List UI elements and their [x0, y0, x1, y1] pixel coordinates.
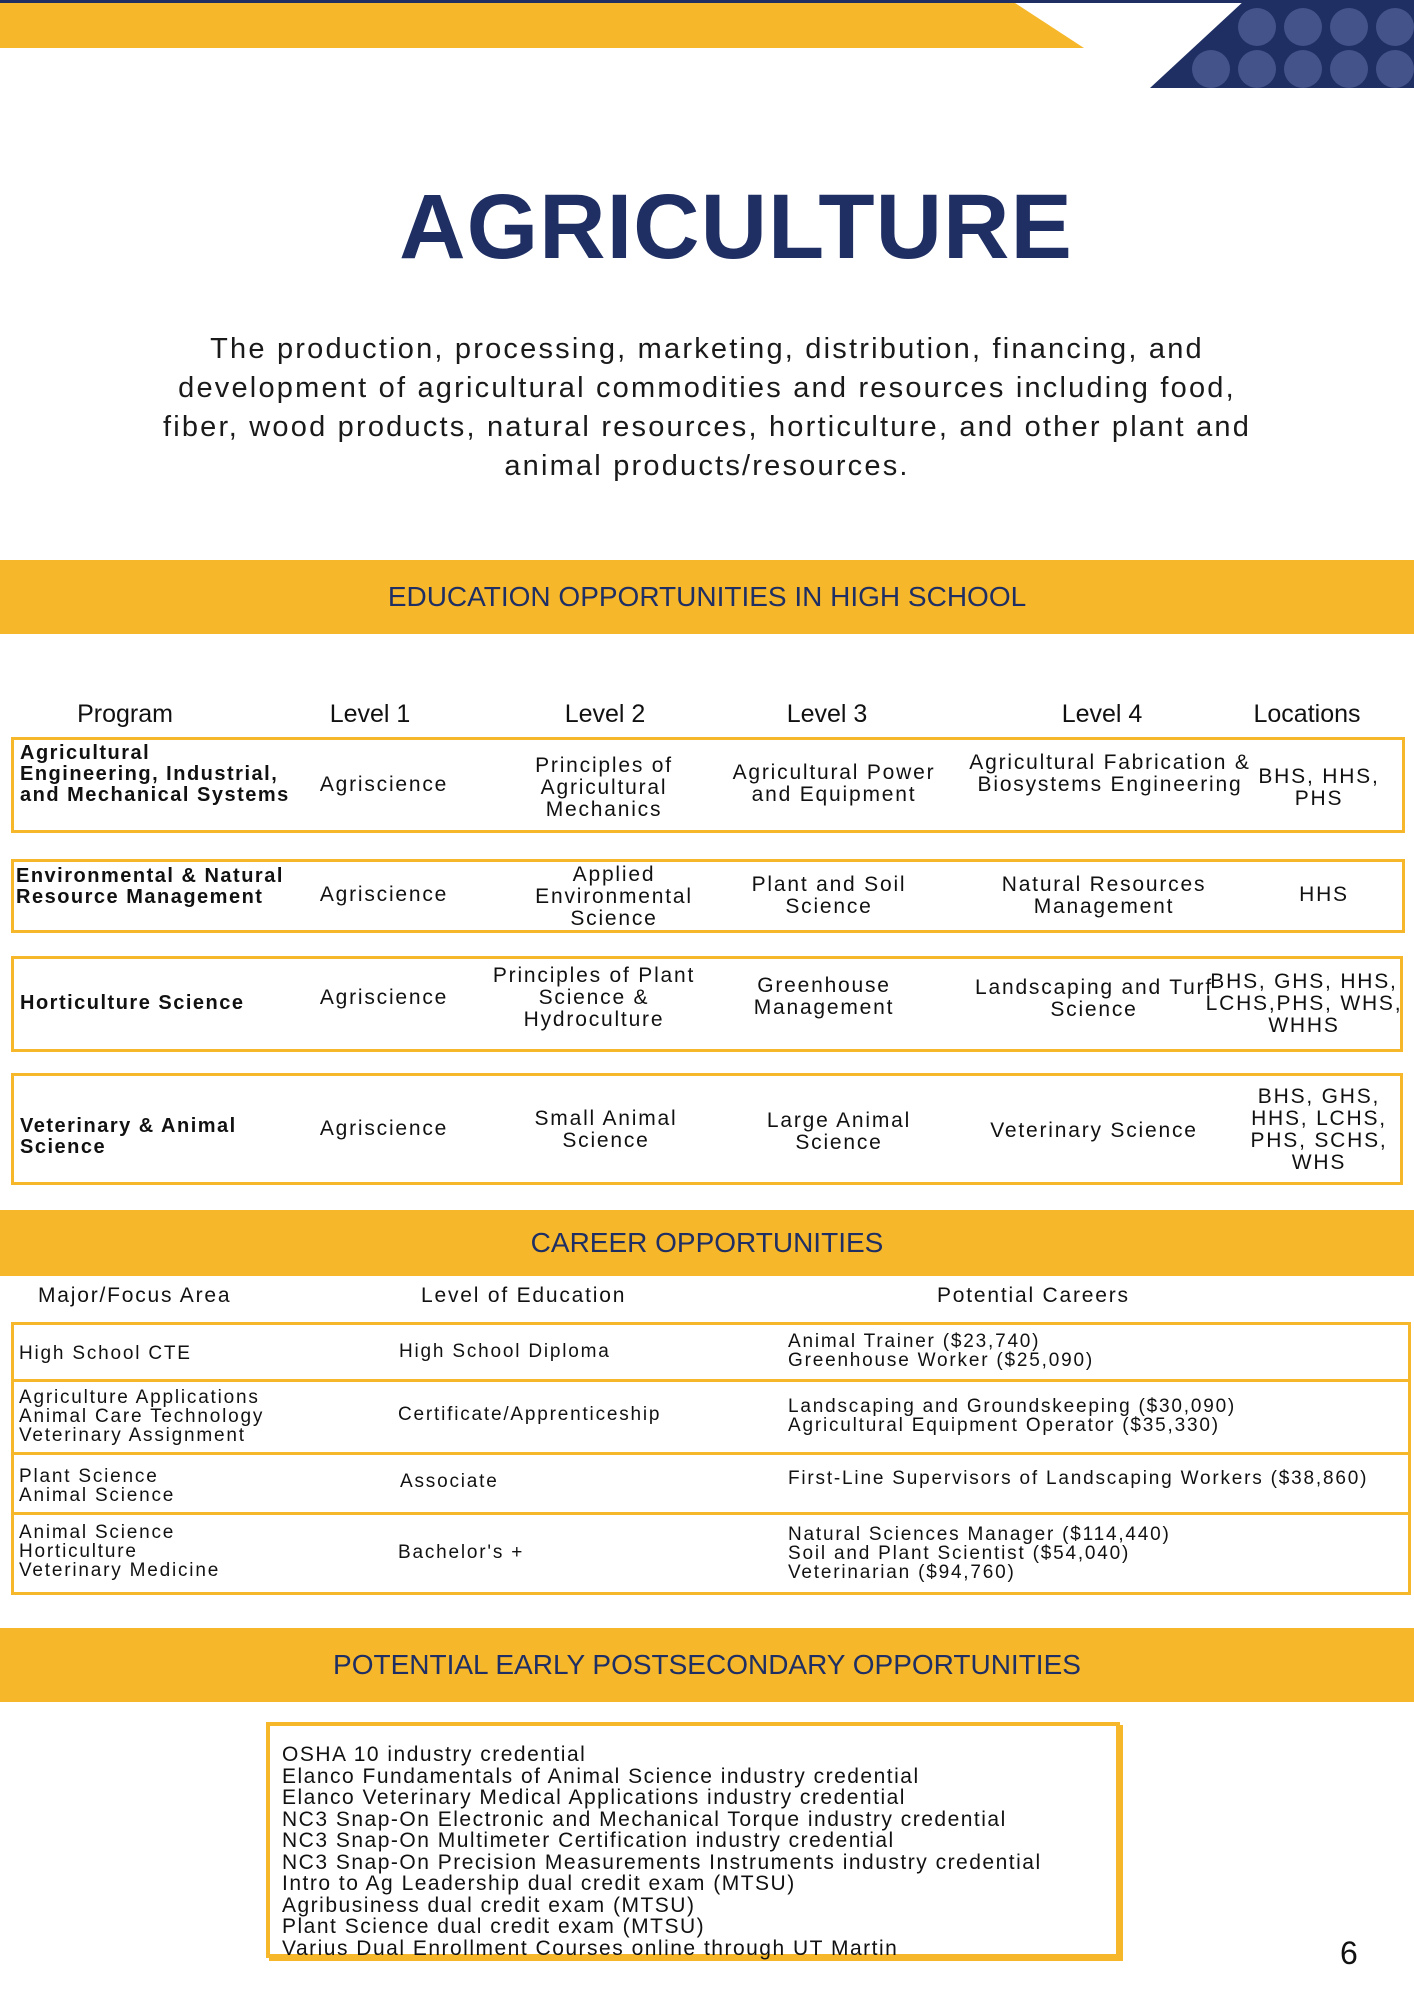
career-education: Certificate/Apprenticeship — [398, 1404, 662, 1425]
dotted-corner-decoration — [1150, 0, 1414, 88]
list-item: NC3 Snap-On Precision Measurements Instruments industry credential — [282, 1850, 1042, 1874]
level4-course: Landscaping and Turf Science — [975, 976, 1213, 1021]
career-education: High School Diploma — [399, 1341, 611, 1362]
career-list: Natural Sciences Manager ($114,440) Soil and Plant Scientist ($54,040) Veterinarian ($94,760) — [788, 1524, 1171, 1583]
level4-course: Agricultural Fabrication & Biosystems Engineering — [969, 751, 1251, 796]
level4-course: Natural Resources Management — [1001, 873, 1207, 918]
program-row — [11, 1073, 1403, 1185]
top-rule — [0, 0, 1414, 3]
list-item: Varius Dual Enrollment Courses online through UT Martin — [282, 1936, 899, 1960]
program-name: Agricultural Engineering, Industrial, and Mechanical Systems — [20, 742, 290, 806]
career-list: Landscaping and Groundskeeping ($30,090) Agricultural Equipment Operator ($35,330) — [788, 1396, 1237, 1436]
career-education: Associate — [400, 1471, 499, 1492]
list-item: NC3 Snap-On Electronic and Mechanical Torque industry credential — [282, 1807, 1007, 1831]
list-item: Elanco Veterinary Medical Applications industry credential — [282, 1786, 906, 1809]
level1-course: Agriscience — [319, 1117, 449, 1140]
career-list: Animal Trainer ($23,740) Greenhouse Worker ($25,090) — [788, 1331, 1094, 1371]
career-major: High School CTE — [19, 1343, 192, 1364]
col-header-education-level: Level of Education — [421, 1284, 627, 1307]
list-item: NC3 Snap-On Multimeter Certification industry credential — [282, 1829, 895, 1852]
level3-course: Large Animal Science — [766, 1109, 912, 1154]
career-major: Plant Science Animal Science — [19, 1466, 176, 1506]
program-name: Veterinary & Animal Science — [20, 1115, 237, 1158]
col-header-major: Major/Focus Area — [38, 1284, 232, 1307]
list-item: Intro to Ag Leadership dual credit exam (MTSU) — [282, 1872, 796, 1895]
career-major: Agriculture Applications Animal Care Technology Veterinary Assignment — [19, 1387, 265, 1446]
level3-course: Agricultural Power and Equipment — [732, 761, 936, 806]
col-header-program: Program — [77, 700, 173, 728]
col-header-careers: Potential Careers — [937, 1284, 1130, 1307]
career-list: First-Line Supervisors of Landscaping Workers ($38,860) — [788, 1468, 1369, 1489]
page-title: AGRICULTURE — [399, 176, 1073, 278]
career-major: Animal Science Horticulture Veterinary Medicine — [19, 1522, 221, 1581]
row-divider — [11, 1512, 1411, 1515]
career-table — [11, 1322, 1411, 1595]
row-divider — [11, 1452, 1411, 1455]
level1-course: Agriscience — [319, 986, 449, 1009]
list-item: Plant Science dual credit exam (MTSU) — [282, 1915, 706, 1938]
program-name: Horticulture Science — [20, 992, 245, 1014]
level3-course: Plant and Soil Science — [751, 873, 907, 918]
col-header-level1: Level 1 — [329, 700, 411, 728]
list-item: Agribusiness dual credit exam (MTSU) — [282, 1893, 696, 1917]
page-number: 6 — [1340, 1935, 1358, 1971]
career-education: Bachelor's + — [398, 1542, 525, 1563]
row-divider — [11, 1379, 1411, 1382]
postsecondary-list — [266, 1722, 1120, 1958]
level2-course: Principles of Plant Science & Hydroculture — [492, 964, 696, 1031]
list-item: Elanco Fundamentals of Animal Science industry credential — [282, 1764, 920, 1788]
col-header-level4: Level 4 — [1061, 700, 1143, 728]
level2-course: Principles of Agricultural Mechanics — [535, 754, 673, 821]
postsecondary-banner: POTENTIAL EARLY POSTSECONDARY OPPORTUNITIES — [0, 1628, 1414, 1702]
program-locations: BHS, GHS, HHS, LCHS, PHS, SCHS, WHS — [1250, 1085, 1388, 1174]
level2-course: Small Animal Science — [534, 1107, 678, 1152]
program-row — [11, 859, 1405, 933]
program-row — [11, 956, 1403, 1052]
program-locations: HHS — [1299, 883, 1349, 906]
education-banner: EDUCATION OPPORTUNITIES IN HIGH SCHOOL — [0, 560, 1414, 634]
program-locations: BHS, GHS, HHS, LCHS,PHS, WHS, WHHS — [1205, 970, 1403, 1037]
program-name: Environmental & Natural Resource Management — [16, 865, 284, 908]
level1-course: Agriscience — [319, 883, 449, 906]
program-row — [11, 737, 1405, 833]
list-item: OSHA 10 industry credential — [282, 1743, 587, 1766]
level2-course: Applied Environmental Science — [535, 863, 693, 930]
level3-course: Greenhouse Management — [753, 974, 895, 1019]
gold-header-strip — [0, 3, 1084, 48]
col-header-level3: Level 3 — [786, 700, 868, 728]
career-banner: CAREER OPPORTUNITIES — [0, 1210, 1414, 1276]
intro-paragraph: The production, processing, marketing, distribution, financing, and development of agricultural commodities and resources including food, fiber, wood products, natural resources, horticulture, and other plant and animal products/resources. — [162, 333, 1252, 482]
level1-course: Agriscience — [319, 773, 449, 796]
col-header-locations: Locations — [1253, 700, 1361, 728]
level4-course: Veterinary Science — [990, 1119, 1198, 1142]
col-header-level2: Level 2 — [564, 700, 646, 728]
program-locations: BHS, HHS, PHS — [1258, 765, 1380, 810]
